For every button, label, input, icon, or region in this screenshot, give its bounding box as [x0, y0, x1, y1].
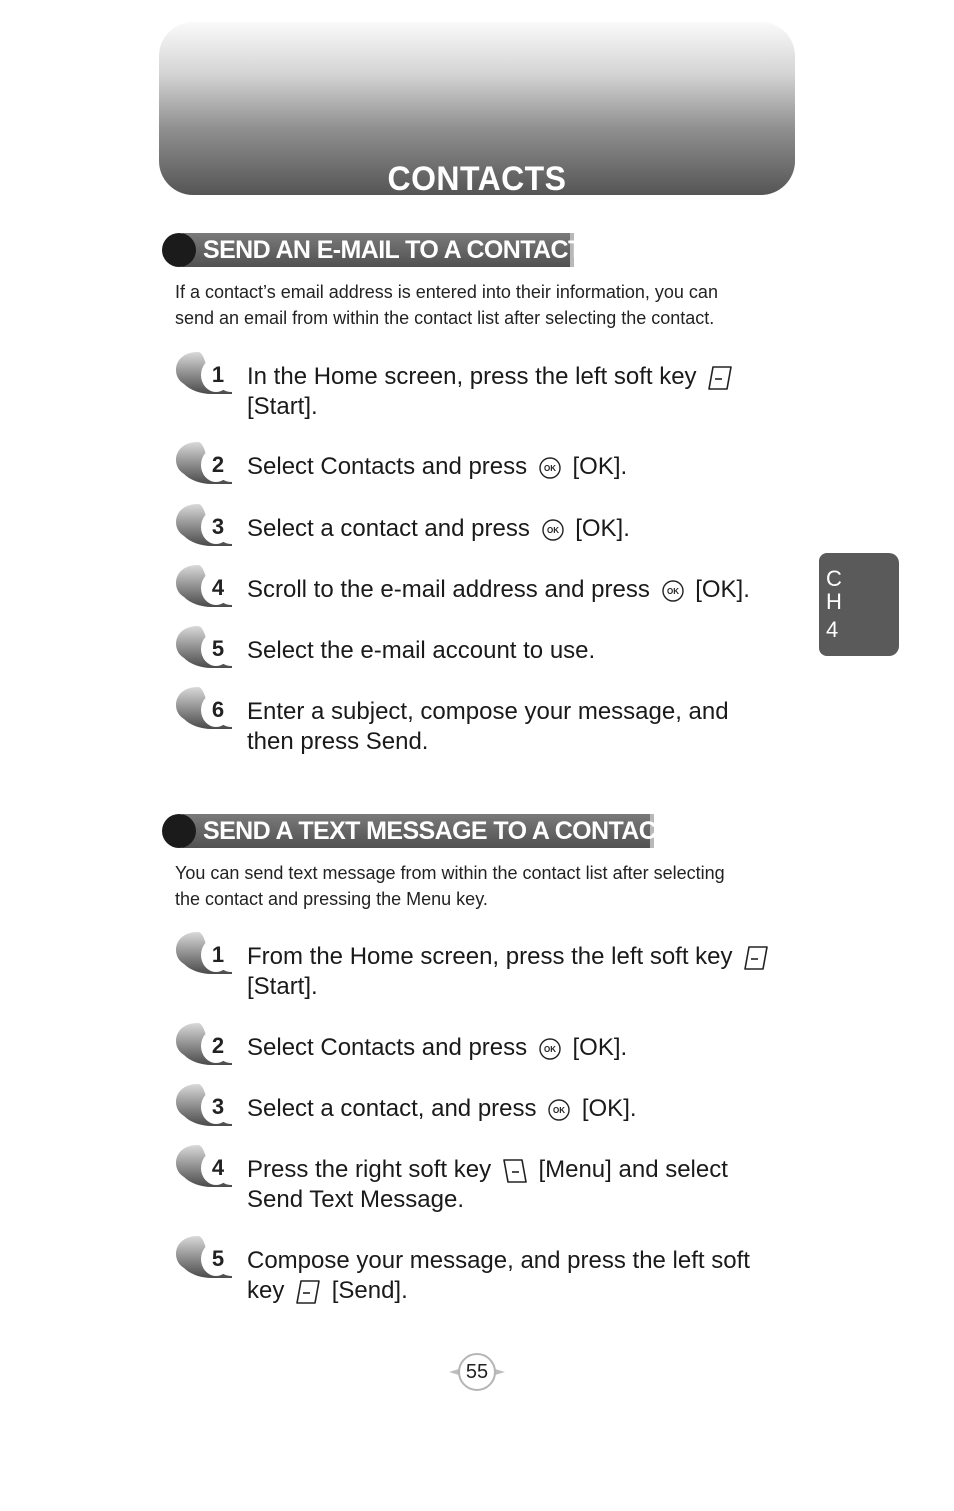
- step-text: [247, 1155, 792, 1215]
- left-soft-key-icon: [743, 945, 769, 971]
- section-intro: [175, 279, 785, 331]
- step-number: 6: [211, 697, 225, 722]
- step-number: 3: [211, 1094, 225, 1119]
- step-text: [247, 575, 792, 605]
- step-text-part: Press the right soft key: [247, 1156, 492, 1183]
- step-number: 3: [211, 514, 225, 539]
- step-text-part: [Start].: [247, 393, 318, 420]
- step-number: 2: [211, 452, 225, 477]
- section-title: SEND A TEXT MESSAGE TO A CONTACT: [182, 814, 654, 848]
- step-text-part: Select Contacts and press: [247, 453, 528, 480]
- ok-key-icon: [541, 518, 565, 542]
- step-text-part: Enter a subject, compose your message, and: [247, 698, 729, 725]
- ok-key-icon: [661, 579, 685, 603]
- intro-line: the contact and pressing the Menu key.: [175, 889, 488, 909]
- step-text-part: Compose your message, and press the left soft: [247, 1247, 750, 1274]
- step-number: 4: [211, 575, 225, 600]
- step-text-part: [Start].: [247, 973, 318, 1000]
- step-number: 5: [211, 1246, 225, 1271]
- page-number-badge: [447, 1352, 507, 1392]
- section-intro: [175, 860, 785, 912]
- step-text-part: [Menu] and select: [538, 1156, 728, 1183]
- step-text-part: Select Contacts and press: [247, 1034, 528, 1061]
- step-text-part: Select a contact and press: [247, 515, 530, 542]
- section-heading-text-message: [162, 814, 671, 848]
- step-text-part: [OK].: [695, 576, 750, 603]
- ok-key-icon: [547, 1098, 571, 1122]
- right-soft-key-icon: [502, 1158, 528, 1184]
- step-text: [247, 1033, 792, 1063]
- step-text: [247, 1094, 792, 1124]
- step-text: [247, 697, 792, 757]
- step-text-part: [OK].: [581, 1095, 637, 1122]
- step-number: 4: [211, 1155, 225, 1180]
- chapter-tab: [819, 553, 899, 656]
- step-text-part: [OK].: [575, 515, 630, 542]
- step-text: [247, 514, 792, 544]
- step-text-part: Send Text Message.: [247, 1186, 465, 1213]
- step-text: [247, 1246, 792, 1306]
- chapter-header: [159, 22, 795, 198]
- step-number: 1: [211, 362, 225, 387]
- ok-key-icon: [538, 456, 562, 480]
- left-soft-key-icon: [707, 365, 733, 391]
- bullet-icon: [162, 814, 196, 848]
- step-text-part: From the Home screen, press the left soft key: [247, 943, 733, 970]
- step-text-part: then press Send.: [247, 728, 429, 755]
- step-number: 2: [211, 1033, 225, 1058]
- section-title: SEND AN E-MAIL TO A CONTACT: [182, 233, 574, 267]
- step-number: 5: [211, 636, 225, 661]
- step-text: [247, 942, 792, 1002]
- step-text-part: Select the e-mail account to use.: [247, 637, 596, 664]
- intro-line: You can send text message from within the contact list after selecting: [175, 863, 725, 883]
- page-number: 55: [465, 1361, 489, 1383]
- step-number: 1: [211, 942, 225, 967]
- left-soft-key-icon: [295, 1279, 321, 1305]
- step-text-part: [OK].: [572, 453, 628, 480]
- page-title: CONTACTS: [387, 160, 567, 198]
- bullet-icon: [162, 233, 196, 267]
- intro-line: If a contact’s email address is entered into their information, you can: [175, 282, 718, 302]
- chapter-tab-letter-h: H: [826, 589, 842, 614]
- section-heading-email: [162, 233, 583, 267]
- intro-line: send an email from within the contact list after selecting the contact.: [175, 308, 715, 328]
- chapter-tab-letter-c: C: [826, 566, 842, 591]
- step-text-part: Select a contact, and press: [247, 1095, 537, 1122]
- step-text-part: In the Home screen, press the left soft key: [247, 363, 697, 390]
- ok-key-icon: [538, 1037, 562, 1061]
- step-text: [247, 452, 792, 482]
- step-text: [247, 636, 792, 666]
- step-text-part: [OK].: [572, 1034, 628, 1061]
- chapter-tab-number: 4: [826, 617, 839, 642]
- step-text-part: Scroll to the e-mail address and press: [247, 576, 650, 603]
- step-text: [247, 362, 792, 422]
- step-text-part: key: [247, 1277, 285, 1304]
- step-text-part: [Send].: [331, 1277, 408, 1304]
